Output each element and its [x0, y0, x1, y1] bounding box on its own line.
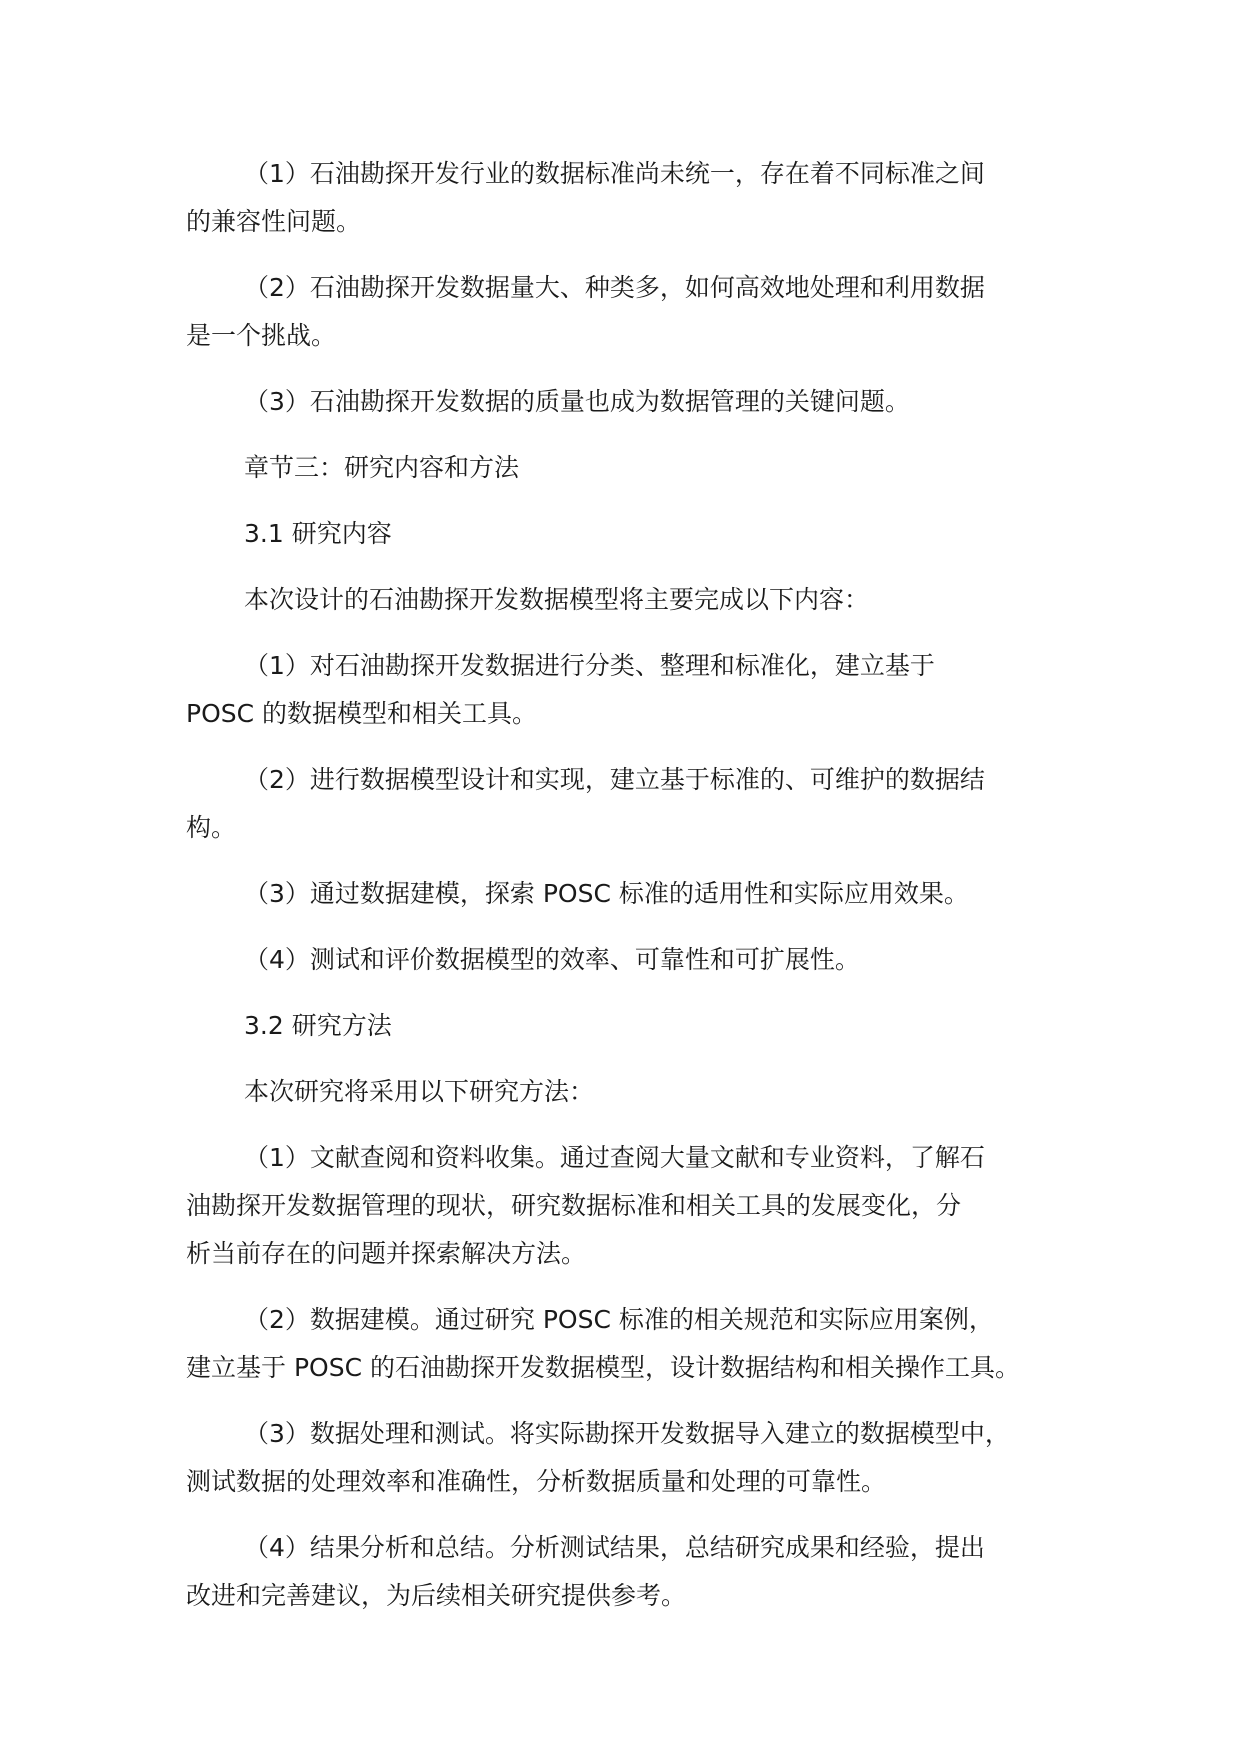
- text-line: （2）数据建模。通过研究 POSC 标准的相关规范和实际应用案例，: [244, 1305, 994, 1334]
- paragraph: [186, 576, 1076, 624]
- paragraph: [186, 756, 1076, 852]
- text-line: 本次研究将采用以下研究方法：: [244, 1077, 595, 1106]
- paragraph: [186, 1410, 1076, 1506]
- paragraph: [186, 150, 1076, 246]
- text-line: 测试数据的处理效率和准确性，分析数据质量和处理的可靠性。: [186, 1467, 887, 1496]
- text-line: （2）石油勘探开发数据量大、种类多，如何高效地处理和利用数据: [244, 273, 985, 302]
- text-line: （2）进行数据模型设计和实现，建立基于标准的、可维护的数据结: [244, 765, 985, 794]
- text-line: POSC 的数据模型和相关工具。: [186, 699, 538, 728]
- text-line: （3）通过数据建模，探索 POSC 标准的适用性和实际应用效果。: [244, 879, 969, 908]
- paragraph: [186, 444, 1076, 492]
- text-line: 油勘探开发数据管理的现状，研究数据标准和相关工具的发展变化，分: [186, 1191, 962, 1220]
- paragraph: [186, 264, 1076, 360]
- text-line: 析当前存在的问题并探索解决方法。: [186, 1239, 587, 1268]
- text-line: 本次设计的石油勘探开发数据模型将主要完成以下内容：: [244, 585, 870, 614]
- paragraph: [186, 1524, 1076, 1620]
- text-line: （3）石油勘探开发数据的质量也成为数据管理的关键问题。: [244, 387, 910, 416]
- text-line: （1）文献查阅和资料收集。通过查阅大量文献和专业资料，了解石: [244, 1143, 985, 1172]
- document-body: [186, 150, 1076, 1638]
- text-line: 是一个挑战。: [186, 321, 337, 350]
- paragraph: [186, 1002, 1076, 1050]
- text-line: 章节三：研究内容和方法: [244, 453, 520, 482]
- paragraph: [186, 1296, 1076, 1392]
- paragraph: [186, 870, 1076, 918]
- text-line: 建立基于 POSC 的石油勘探开发数据模型，设计数据结构和相关操作工具。: [186, 1353, 1020, 1382]
- text-line: （4）结果分析和总结。分析测试结果，总结研究成果和经验，提出: [244, 1533, 985, 1562]
- text-line: 的兼容性问题。: [186, 207, 362, 236]
- text-line: 构。: [186, 813, 237, 842]
- paragraph: [186, 642, 1076, 738]
- text-line: 3.2 研究方法: [244, 1011, 392, 1040]
- text-line: （3）数据处理和测试。将实际勘探开发数据导入建立的数据模型中，: [244, 1419, 1010, 1448]
- text-line: 改进和完善建议，为后续相关研究提供参考。: [186, 1581, 687, 1610]
- paragraph: [186, 378, 1076, 426]
- text-line: （1）对石油勘探开发数据进行分类、整理和标准化，建立基于: [244, 651, 935, 680]
- text-line: 3.1 研究内容: [244, 519, 392, 548]
- paragraph: [186, 1068, 1076, 1116]
- text-line: （4）测试和评价数据模型的效率、可靠性和可扩展性。: [244, 945, 860, 974]
- paragraph: [186, 1134, 1076, 1278]
- text-line: （1）石油勘探开发行业的数据标准尚未统一，存在着不同标准之间: [244, 159, 985, 188]
- paragraph: [186, 936, 1076, 984]
- paragraph: [186, 510, 1076, 558]
